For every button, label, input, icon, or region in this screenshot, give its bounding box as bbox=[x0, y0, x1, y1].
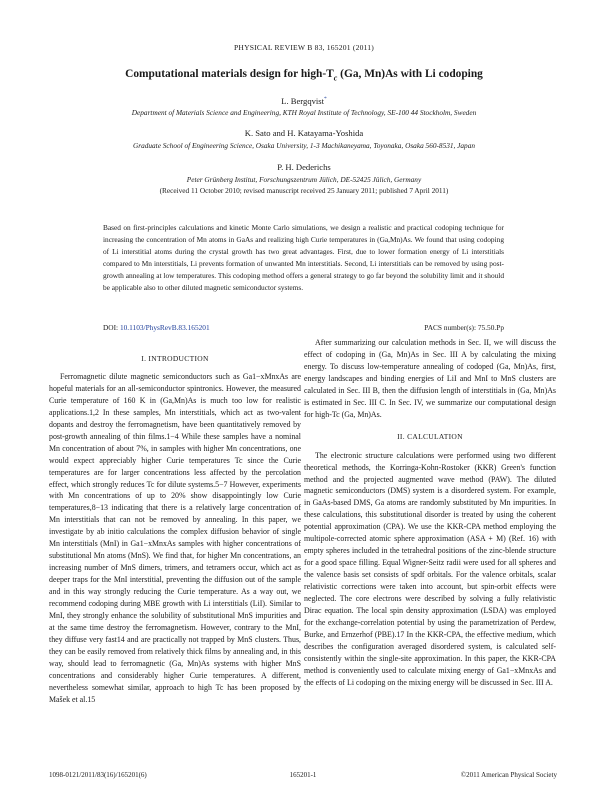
section-heading-calculation: II. CALCULATION bbox=[397, 431, 463, 441]
right-column bbox=[304, 337, 556, 689]
affiliation-1: Department of Materials Science and Engineering, KTH Royal Institute of Technology, SE-100 44 Stockholm, Sweden bbox=[131, 108, 477, 117]
affiliation-2: Graduate School of Engineering Science, Osaka University, 1-3 Machikaneyama, Toyonaka, Osaka 560-8531, Japan bbox=[132, 141, 475, 150]
footer-issn: 1098-0121/2011/83(16)/165201(6) bbox=[49, 771, 147, 779]
footer-page-number: 165201-1 bbox=[289, 771, 317, 779]
intro-paragraph: Ferromagnetic dilute magnetic semiconductors such as Ga1−xMnxAs are hopeful materials for an all-semiconductor spintronics. However, the measured Curie temperature of 160 K in (Ga,Mn)As is much too low for realistic applications.1,2 In these samples, Mn interstitials, which act as two-valent dopants and destroy the ferromagnetism, have been quantitatively removed by post-growth annealing of thin films.1−4 While these samples have a nominal Mn concentration of about 7%, in samples with higher Mn concentrations, one would expect appreciably higher Curie temperatures Tc since the Curie temperatures are for larger concentrations less affected by the percolation effect, which strongly reduces Tc for dilute systems.5−7 However, experiments with Mn concentrations of up to 20% show disappointingly low Curie temperatures,8−13 indicating that there is a relatively large concentration of Mn interstitials that can not be removed by annealing. In this paper, we investigate by ab initio calculations the complex diffusion behavior of single Mn interstitials (MnI) in Ga1−xMnxAs samples with higher concentrations of substitutional Mn atoms (MnS). We find that, for higher Mn concentrations, an increasing number of MnS dimers, trimers, and tetramers occur, which act as deeper traps for the MnI interstitial, preventing the diffusion out of the sample and in this way strongly reducing the Curie temperature. As a way out, we recommend codoping during MBE growth with Li interstitials (LiI). Similar to MnI, they strongly enhance the solubility of substitutional MnS impurities and at the same time destroy the ferromagnetism. However, contrary to the MnI, they diffuse very fast14 and are practically not trapped by MnS clusters. Thus, they can be easily removed from relatively thick films by annealing and, in this way, should lead to ferromagnetic (Ga, Mn)As systems with higher MnS concentrations and considerably higher Curie temperatures. A different, nevertheless somewhat similar, approach to high Tc has been proposed by Mašek et al.15 bbox=[49, 371, 301, 704]
doi-link[interactable]: 10.1103/PhysRevB.83.165201 bbox=[119, 323, 210, 332]
author-3: P. H. Dederichs bbox=[277, 162, 331, 172]
title-rest: (Ga, Mn)As with Li codoping bbox=[337, 68, 483, 80]
doi-label: DOI: bbox=[103, 323, 119, 332]
page-footer bbox=[49, 771, 557, 779]
affiliation-3: Peter Grünberg Institut, Forschungszentrum Jülich, DE-52425 Jülich, Germany bbox=[186, 175, 422, 184]
pacs-numbers: PACS number(s): 75.50.Pp bbox=[424, 323, 504, 332]
calculation-paragraph: The electronic structure calculations were performed using two different theoretical methods, the Korringa-Kohn-Rostoker (KKR) Green's function method and the projected augmented wave method (PAW). The diluted magnetic semiconductors (DMS) system is a disordered system. For example, in GaAs-based DMS, Ga atoms are randomly substituted by Mn impurities. In these calculations, this substitutional disorder is treated by using the coherent potential approximation (CPA). We use the KKR-CPA method employing the multipole-corrected atomic sphere approximation (ASA + M) (Ref. 16) with empty spheres included in the tetrahedral positions of the zinc-blende structure for a good space filling. Equal Wigner-Seitz radii were used for all spheres and the valence basis set consists of spdf orbitals. For the valence orbitals, scalar relativistic corrections were taken into account, but spin-orbit effects were neglected. The core electrons were described by solving a fully relativistic Dirac equation. The local spin density approximation (LSDA) was employed for the exchange-correlation potential by using the parametrization of Perdew, Burke, and Ernzerhof (PBE).17 In the KKR-CPA, the effective medium, which describes the configuration averaged disordered system, is calculated self-consistently within the single-site approximation. In this paper, the KKR-CPA method is conveniently used to calculate mixing energy of Ga1−xMnxAs and the effects of Li codoping on the mixing energy will be discussed in Sec. III A. bbox=[304, 450, 556, 687]
author-2: K. Sato and H. Katayama-Yoshida bbox=[244, 128, 364, 138]
author-1-footnote-mark[interactable]: * bbox=[324, 96, 327, 103]
running-header: PHYSICAL REVIEW B 83, 165201 (2011) bbox=[233, 43, 375, 52]
title-subscript: c bbox=[333, 73, 338, 83]
abstract: Based on first-principles calculations and kinetic Monte Carlo simulations, we design a realistic and practical codoping technique for increasing the concentration of Mn atoms in GaAs and realizing high Curie temperatures in (Ga,Mn)As. We found that using codoping of Li interstitial atoms during the crystal growth has two great advantages. First, due to lower formation energy of Li interstitials compared to Mn interstitials, Li prevents formation of unwanted Mn interstitials. Second, Li interstitials can be removed by using post-growth annealing at low temperatures. This codoping method offers a general strategy to go far beyond the solubility limit and it should be applicable also to other diluted magnetic semiconductor systems. bbox=[103, 223, 504, 292]
title-main: Computational materials design for high-T bbox=[125, 68, 334, 80]
doi-line bbox=[103, 323, 504, 332]
received-dates: (Received 11 October 2010; revised manuscript received 25 January 2011; published 7 April 2011) bbox=[159, 186, 449, 195]
section-heading-introduction: I. INTRODUCTION bbox=[141, 354, 209, 363]
left-column bbox=[49, 353, 301, 706]
paper-title bbox=[40, 68, 568, 82]
author-1: L. Bergqvist* bbox=[281, 96, 327, 106]
footer-copyright: ©2011 American Physical Society bbox=[460, 771, 557, 779]
intro-paragraph-continued: After summarizing our calculation methods in Sec. II, we will discuss the effect of codoping in (Ga, Mn)As in Sec. III A by calculating the mixing energy. To discuss low-temperature annealing of codoped (Ga, Mn)As, first, energy landscapes and binding energies of LiI and MnI to MnS clusters are calculated in Sec. III B, then the diffusion length of interstitials in (Ga, Mn)As is estimated in Sec. III C. In Sec. IV, we summarize our computational design for high-Tc (Ga, Mn)As. bbox=[304, 338, 556, 419]
